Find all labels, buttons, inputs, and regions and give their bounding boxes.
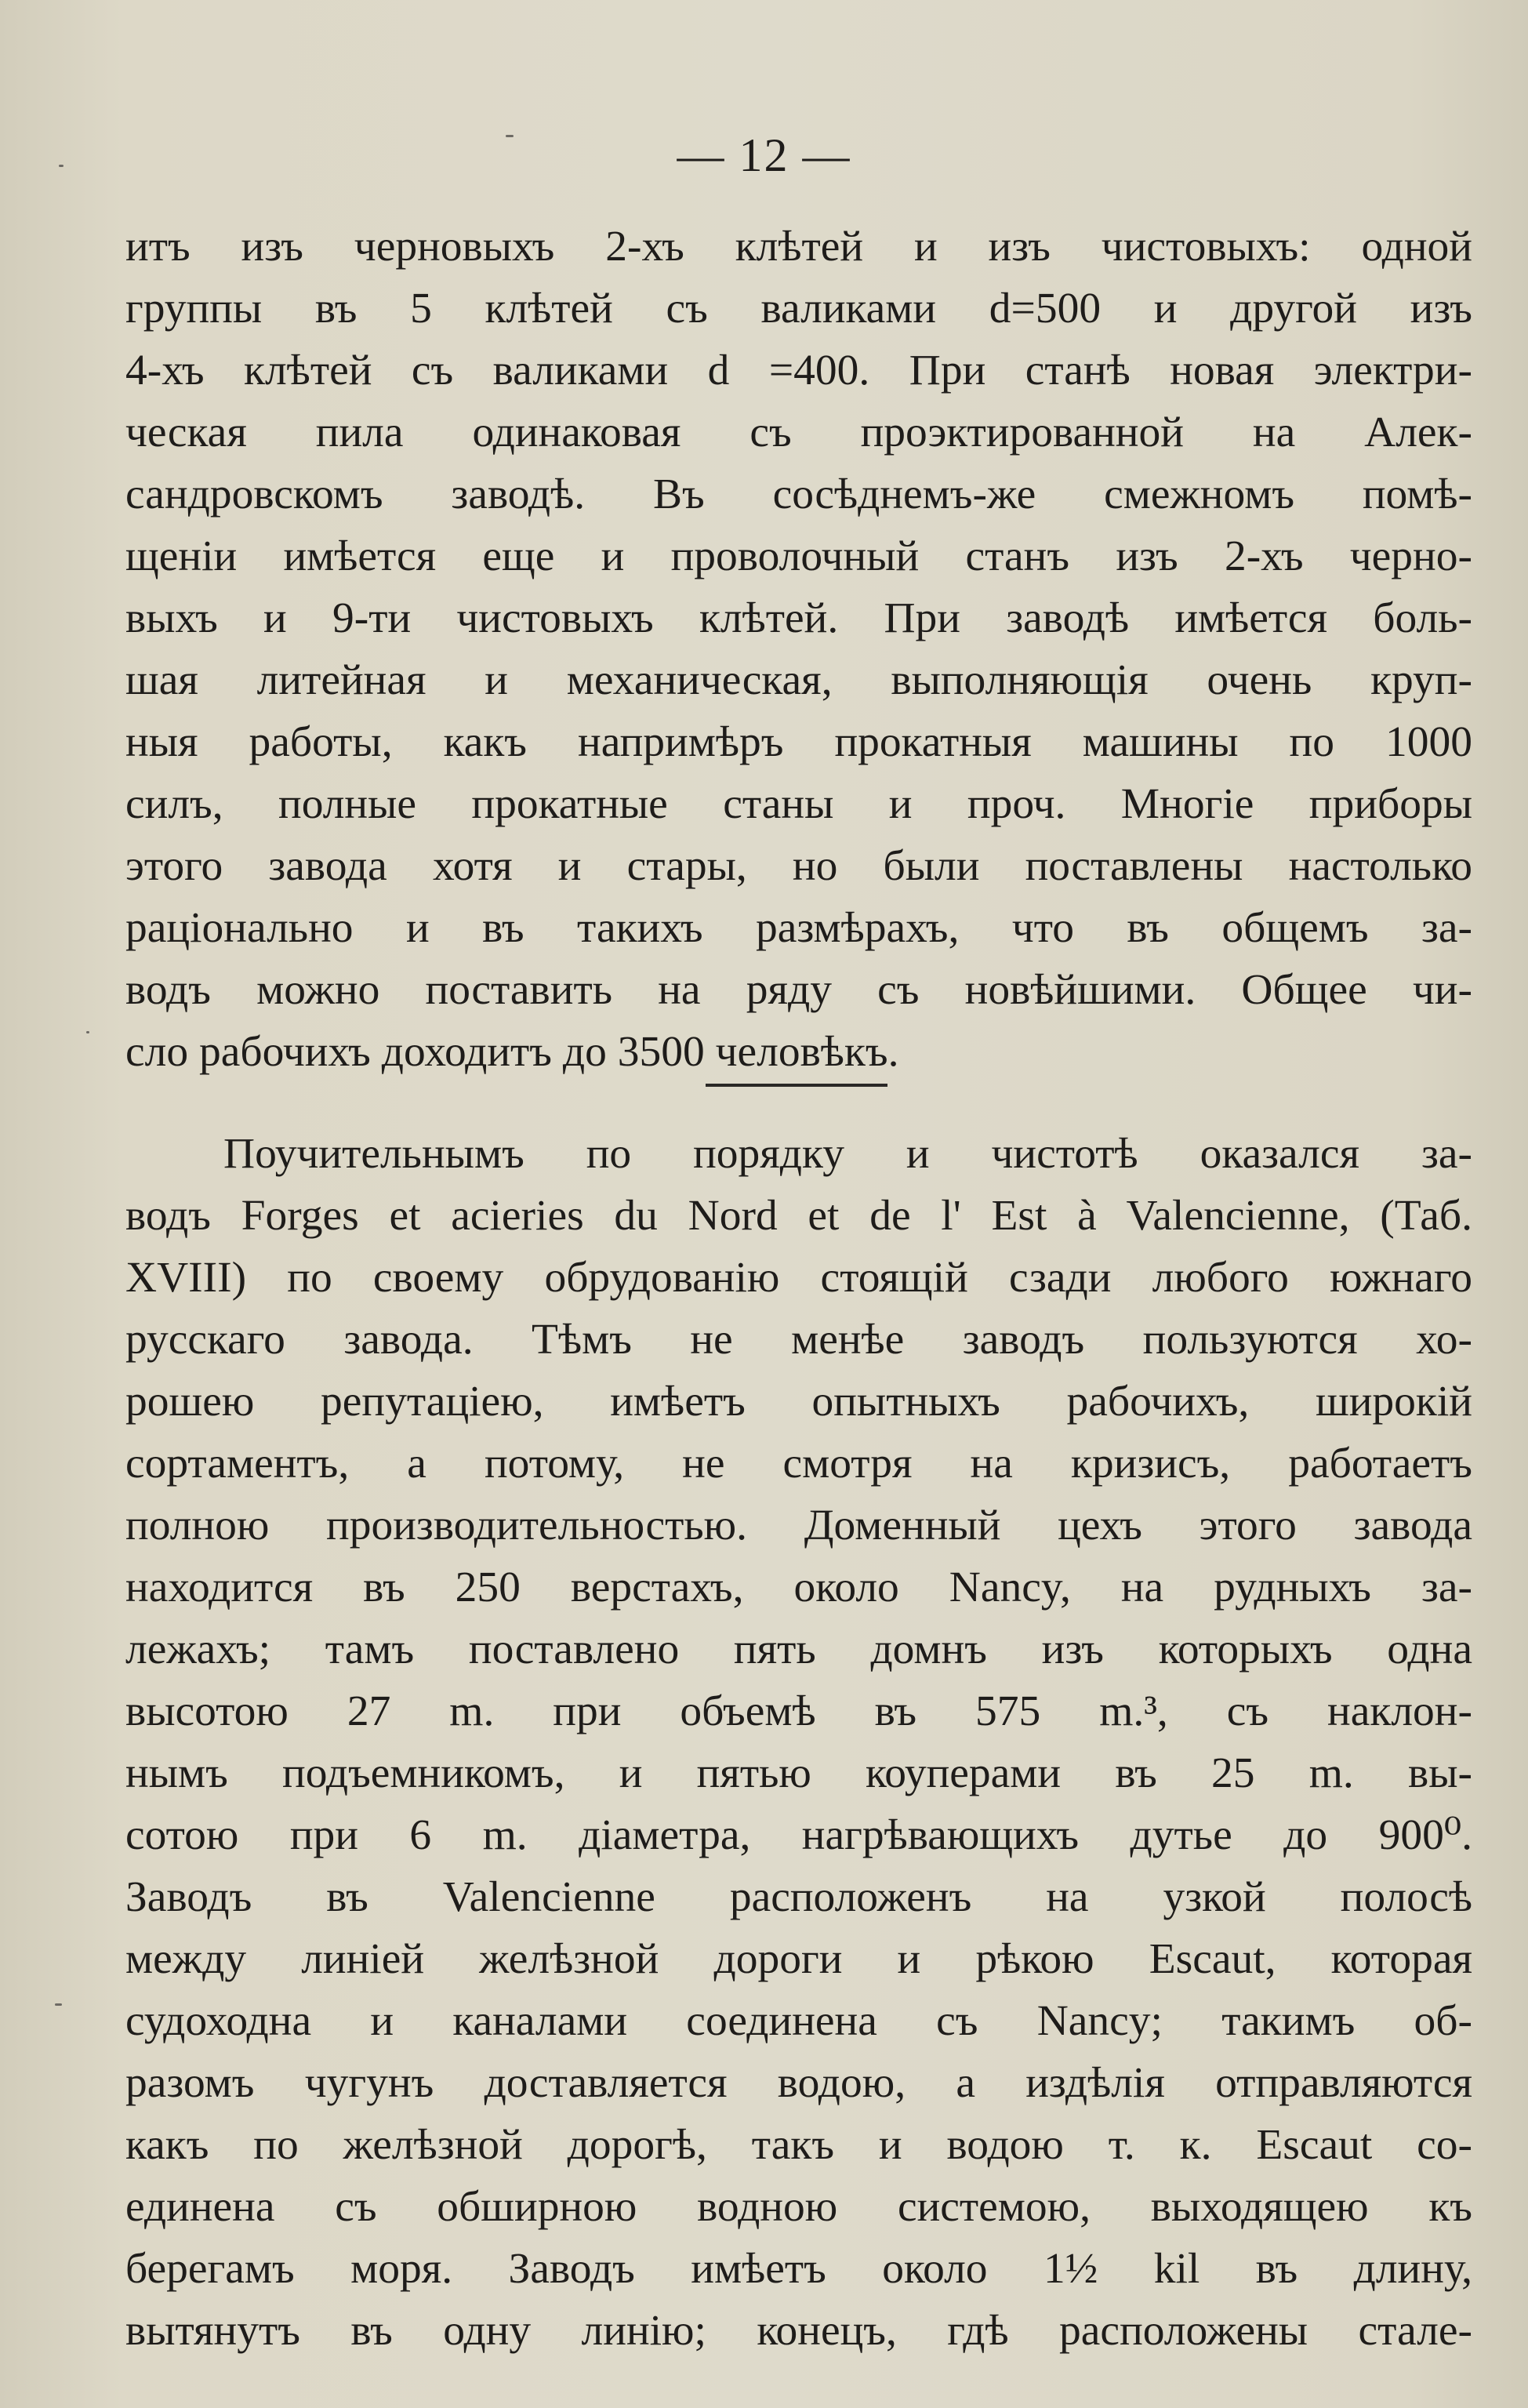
text-line: высотою 27 m. при объемѣ въ 575 m.³, съ наклон-: [125, 1687, 1472, 1735]
text-line: ныя работы, какъ напримѣръ прокатныя машины по 1000: [125, 718, 1472, 766]
text-line: шая литейная и механическая, выполняющія очень круп-: [125, 656, 1472, 704]
text-line: ческая пила одинаковая съ проэктированной на Алек-: [125, 409, 1472, 456]
text-line: водъ Forges et acieries du Nord et de l' Est à Valencienne, (Таб.: [125, 1192, 1472, 1240]
paper-speck: [506, 135, 514, 137]
text-line: берегамъ моря. Заводъ имѣетъ около 1½ kil въ длину,: [125, 2245, 1472, 2293]
text-line: XVIII) по своему обрудованію стоящій сзади любого южнаго: [125, 1254, 1472, 1302]
section-separator-rule: [706, 1084, 887, 1087]
text-line: рошею репутаціею, имѣетъ опытныхъ рабочихъ, широкій: [125, 1378, 1472, 1426]
text-line: между линіей желѣзной дороги и рѣкою Escaut, которая: [125, 1935, 1472, 1983]
text-line: Поучительнымъ по порядку и чистотѣ оказался за-: [223, 1130, 1472, 1178]
text-line: русскаго завода. Тѣмъ не менѣе заводъ пользуются хо-: [125, 1316, 1472, 1364]
text-line: группы въ 5 клѣтей съ валиками d=500 и другой изъ: [125, 285, 1472, 332]
paper-speck: [59, 165, 64, 167]
text-line: сотою при 6 m. діаметра, нагрѣвающихъ дутье до 900⁰.: [125, 1811, 1472, 1859]
text-line: разомъ чугунъ доставляется водою, а издѣлія отправляются: [125, 2059, 1472, 2107]
text-line: судоходна и каналами соединена съ Nancy; такимъ об-: [125, 1997, 1472, 2045]
text-line: находится въ 250 верстахъ, около Nancy, на рудныхъ за-: [125, 1564, 1472, 1611]
paper-speck: [55, 2003, 62, 2006]
paragraph-2: [125, 1123, 1472, 2362]
text-line: лежахъ; тамъ поставлено пять домнъ изъ которыхъ одна: [125, 1625, 1472, 1673]
text-line: какъ по желѣзной дорогѣ, такъ и водою т. к. Escaut со-: [125, 2121, 1472, 2169]
text-line: итъ изъ черновыхъ 2-хъ клѣтей и изъ чистовыхъ: одной: [125, 223, 1472, 271]
text-line: нымъ подъемникомъ, и пятью коуперами въ 25 m. вы-: [125, 1749, 1472, 1797]
text-line: полною производительностью. Доменный цехъ этого завода: [125, 1502, 1472, 1549]
text-line: раціонально и въ такихъ размѣрахъ, что въ общемъ за-: [125, 904, 1472, 952]
text-line: 4-хъ клѣтей съ валиками d =400. При станѣ новая электри-: [125, 347, 1472, 394]
text-line: этого завода хотя и стары, но были поставлены настолько: [125, 842, 1472, 890]
text-line: водъ можно поставить на ряду съ новѣйшими. Общее чи-: [125, 966, 1472, 1014]
text-line: выхъ и 9-ти чистовыхъ клѣтей. При заводѣ имѣется боль-: [125, 594, 1472, 642]
text-line: вытянутъ въ одну линію; конецъ, гдѣ расположены стале-: [125, 2307, 1472, 2355]
text-line: щеніи имѣется еще и проволочный станъ изъ 2-хъ черно-: [125, 532, 1472, 580]
text-line: сандровскомъ заводѣ. Въ сосѣднемъ-же смежномъ помѣ-: [125, 470, 1472, 518]
text-line: единена съ обширною водною системою, выходящею къ: [125, 2183, 1472, 2231]
paper-speck: [86, 1031, 89, 1033]
paragraph-1: [125, 216, 1472, 1083]
text-line: Заводъ въ Valencienne расположенъ на узкой полосѣ: [125, 1873, 1472, 1921]
text-line: силъ, полные прокатные станы и проч. Многіе приборы: [125, 780, 1472, 828]
text-line: сортаментъ, а потому, не смотря на кризисъ, работаетъ: [125, 1440, 1472, 1487]
text-line: сло рабочихъ доходитъ до 3500 человѣкъ.: [125, 1028, 899, 1076]
page-number: — 12 —: [677, 129, 851, 181]
